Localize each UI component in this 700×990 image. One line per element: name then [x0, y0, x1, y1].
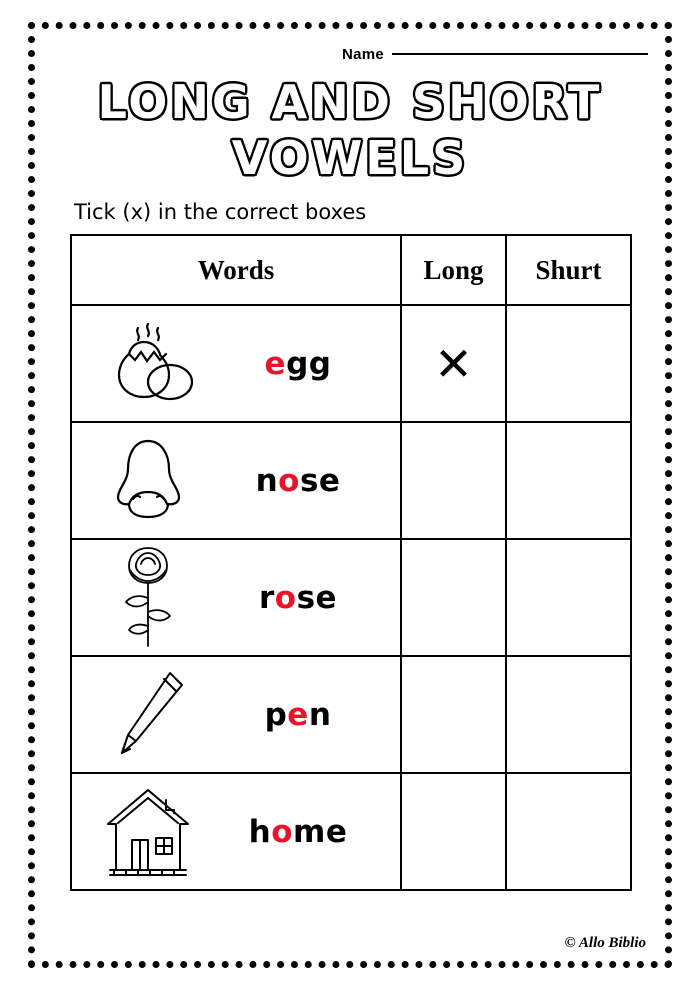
header-words: Words	[71, 235, 401, 305]
name-label: Name	[341, 45, 384, 63]
house-icon	[73, 780, 223, 884]
egg-icon	[73, 316, 223, 412]
word-prefix: p	[264, 696, 288, 733]
vowel-letter: e	[264, 345, 287, 382]
short-checkbox-home[interactable]	[506, 773, 631, 890]
vowel-letter: o	[271, 813, 294, 850]
short-checkbox-egg[interactable]	[506, 305, 631, 422]
table-row	[71, 773, 631, 890]
nose-icon	[73, 433, 223, 529]
word-suffix: se	[299, 462, 341, 499]
copyright-credit: © Allo Biblio	[564, 935, 646, 951]
word-cell-home	[71, 773, 401, 890]
word-prefix: h	[248, 813, 272, 850]
table-row	[71, 422, 631, 539]
header-long: Long	[401, 235, 506, 305]
vowel-letter: o	[274, 579, 297, 616]
long-checkbox-pen[interactable]	[401, 656, 506, 773]
word-suffix: se	[296, 579, 338, 616]
word-text-home	[223, 814, 399, 850]
table-header-row	[71, 235, 631, 305]
word-suffix: me	[293, 813, 348, 850]
word-cell-egg	[71, 305, 401, 422]
word-cell-pen	[71, 656, 401, 773]
word-text-rose	[223, 580, 399, 616]
table-row	[71, 656, 631, 773]
name-write-line[interactable]	[392, 53, 648, 55]
tick-mark: ✕	[434, 337, 473, 390]
word-cell-nose	[71, 422, 401, 539]
title-line-1: LONG AND SHORT	[97, 75, 603, 129]
word-text-egg	[223, 346, 399, 382]
long-checkbox-rose[interactable]	[401, 539, 506, 656]
page-title	[48, 74, 652, 186]
instruction-text: Tick (x) in the correct boxes	[74, 200, 367, 225]
rose-icon	[73, 542, 223, 654]
header-short: Shurt	[506, 235, 631, 305]
table-row	[71, 305, 631, 422]
vowel-letter: e	[287, 696, 309, 733]
title-line-2: VOWELS	[231, 131, 469, 186]
vowel-letter: o	[278, 462, 300, 499]
pen-icon	[73, 665, 223, 765]
short-checkbox-rose[interactable]	[506, 539, 631, 656]
word-suffix: n	[308, 696, 332, 733]
name-field-row	[48, 40, 652, 68]
short-checkbox-nose[interactable]	[506, 422, 631, 539]
worksheet-content	[48, 40, 652, 950]
word-cell-rose	[71, 539, 401, 656]
word-suffix: gg	[286, 345, 332, 382]
word-prefix: n	[255, 462, 279, 499]
table-row	[71, 539, 631, 656]
vowels-table	[70, 234, 632, 891]
long-checkbox-nose[interactable]	[401, 422, 506, 539]
long-checkbox-egg[interactable]	[401, 305, 506, 422]
word-prefix: r	[258, 579, 275, 616]
word-text-nose	[223, 463, 399, 499]
word-text-pen	[223, 697, 399, 733]
long-checkbox-home[interactable]	[401, 773, 506, 890]
short-checkbox-pen[interactable]	[506, 656, 631, 773]
